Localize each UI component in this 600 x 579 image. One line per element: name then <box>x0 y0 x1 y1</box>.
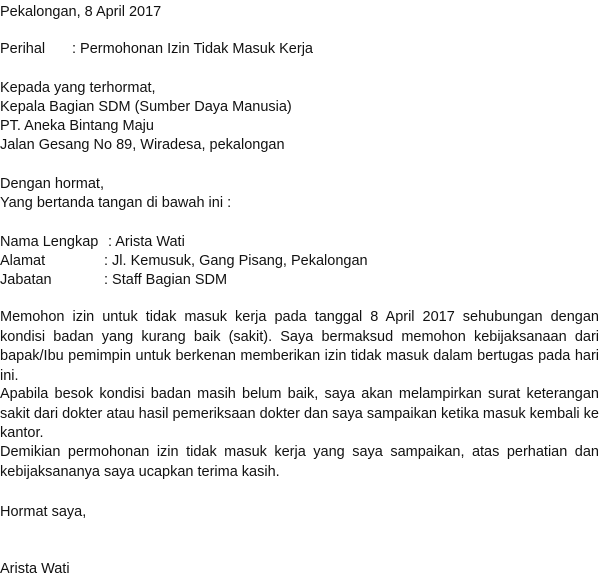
identity-label: Nama Lengkap <box>0 234 99 250</box>
subject-value: : Permohonan Izin Tidak Masuk Kerja <box>72 41 313 57</box>
recipient-line: Kepala Bagian SDM (Sumber Daya Manusia) <box>0 99 292 115</box>
intro: Yang bertanda tangan di bawah ini : <box>0 195 232 211</box>
body-paragraph: Apabila besok kondisi badan masih belum baik, saya akan melampirkan surat keterangan sakit dari dokter atau hasil pemeriksaan dokter dan saya sampaikan ketika masuk kembali ke kantor. <box>0 386 599 441</box>
identity-label: Jabatan <box>0 272 52 288</box>
identity-value: : Jl. Kemusuk, Gang Pisang, Pekalongan <box>104 253 368 269</box>
identity-value: : Staff Bagian SDM <box>104 272 228 288</box>
signature-name: Arista Wati <box>0 561 70 577</box>
identity-label: Alamat <box>0 253 46 269</box>
body-paragraph: Memohon izin untuk tidak masuk kerja pada tanggal 8 April 2017 sehubungan dengan kondisi badan yang kurang baik (sakit). Saya bermaksud memohon kebijaksanaan dari bapak/Ibu pemimpin untuk berkenan memberikan izin tidak masuk dalam bertugas pada hari ini. <box>0 309 599 384</box>
recipient-line: Jalan Gesang No 89, Wiradesa, pekalongan <box>0 137 285 153</box>
place-date: Pekalongan, 8 April 2017 <box>0 4 162 20</box>
closing: Hormat saya, <box>0 504 87 520</box>
greeting: Dengan hormat, <box>0 176 104 192</box>
body-paragraph: Demikian permohonan izin tidak masuk kerja yang saya sampaikan, atas perhatian dan kebijaksananya saya ucapkan terima kasih. <box>0 444 599 480</box>
identity-value: : Arista Wati <box>108 234 185 250</box>
recipient-line: PT. Aneka Bintang Maju <box>0 118 154 134</box>
subject-label: Perihal <box>0 41 46 57</box>
recipient-line: Kepada yang terhormat, <box>0 80 156 96</box>
